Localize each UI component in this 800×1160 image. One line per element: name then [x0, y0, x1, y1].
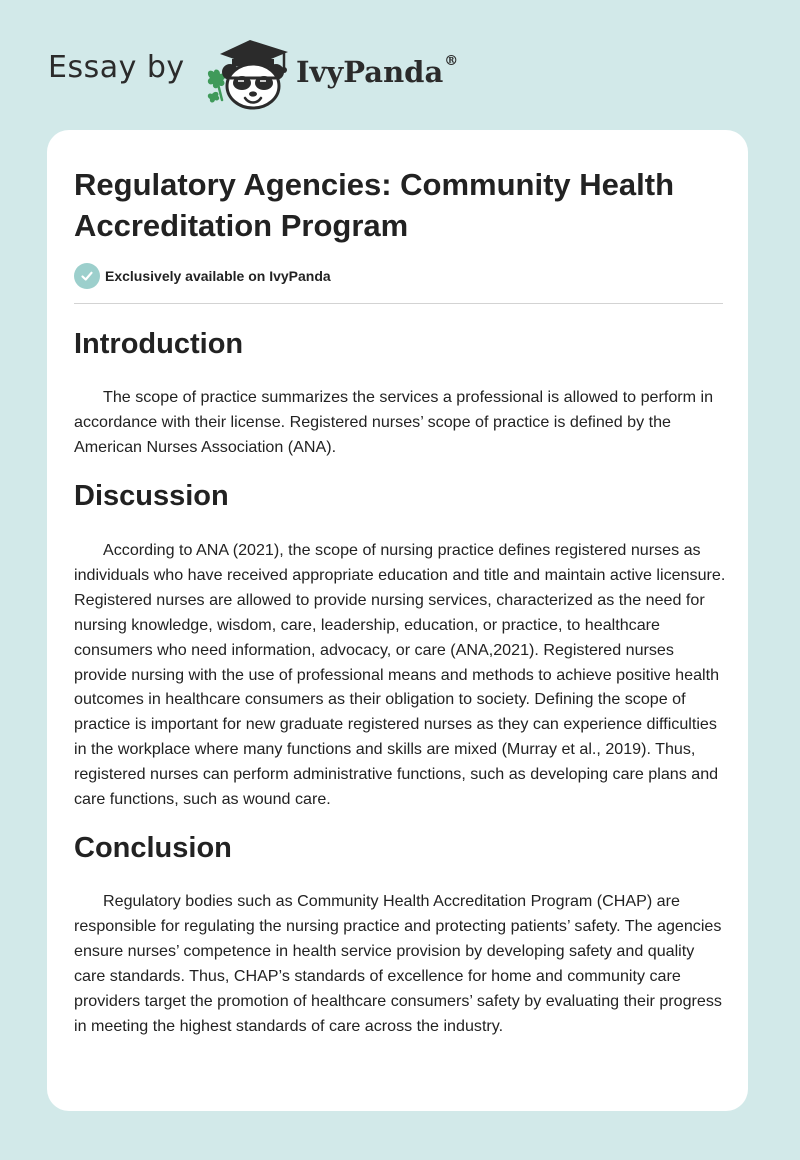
section-heading-discussion: Discussion [74, 480, 229, 512]
brand-logo[interactable] [296, 55, 458, 89]
brand-name: IvyPanda [296, 55, 444, 89]
trademark-symbol: ® [444, 53, 459, 69]
section-heading-introduction: Introduction [74, 328, 244, 360]
site-header [0, 0, 800, 130]
essay-card [47, 130, 748, 1111]
exclusive-badge-label: Exclusively available on IvyPanda [105, 268, 331, 284]
section-body-introduction: The scope of practice summarizes the services a professional is allowed to perform in accordance with their license. Registered nurses’ scope of practice is defined by the American Nurses Association (ANA). [74, 388, 714, 456]
section-heading-conclusion: Conclusion [74, 832, 232, 864]
section-body-conclusion: Regulatory bodies such as Community Health Accreditation Program (CHAP) are responsible for regulating the nursing practice and protecting patients’ safety. The agencies ensure nurses’ competence in health service provision by developing safety and quality care standards. Thus, CHAP’s standards of excellence for home and community care providers target the promotion of healthcare consumers’ safety by evaluating their progress in meeting the highest standards of care across the industry. [74, 892, 722, 1035]
exclusive-badge [74, 263, 331, 289]
section-body-discussion: According to ANA (2021), the scope of nursing practice defines registered nurses as individuals who have received appropriate education and title and maintain active licensure. Registered nurses are allowed to provide nursing services, characterized as the need for nursing knowledge, wisdom, care, leadership, education, or practice, to healthcare consumers who need information, advocacy, or care (ANA,2021). Registered nurses provide nursing with the use of professional means and methods to achieve positive health outcomes in healthcare consumers as their obligation to society. Defining the scope of practice is important for new graduate registered nurses as they can experience difficulties in the workplace where many functions and skills are mixed (Murray et al., 2019). Thus, registered nurses can perform administrative functions, such as developing care plans and care functions, such as wound care. [74, 541, 726, 809]
panda-graduate-icon[interactable] [200, 34, 292, 110]
title-divider [74, 303, 723, 304]
essay-by-label: Essay by [48, 50, 185, 85]
page-title: Regulatory Agencies: Community Health Accreditation Program [74, 167, 675, 243]
check-icon [74, 263, 100, 289]
